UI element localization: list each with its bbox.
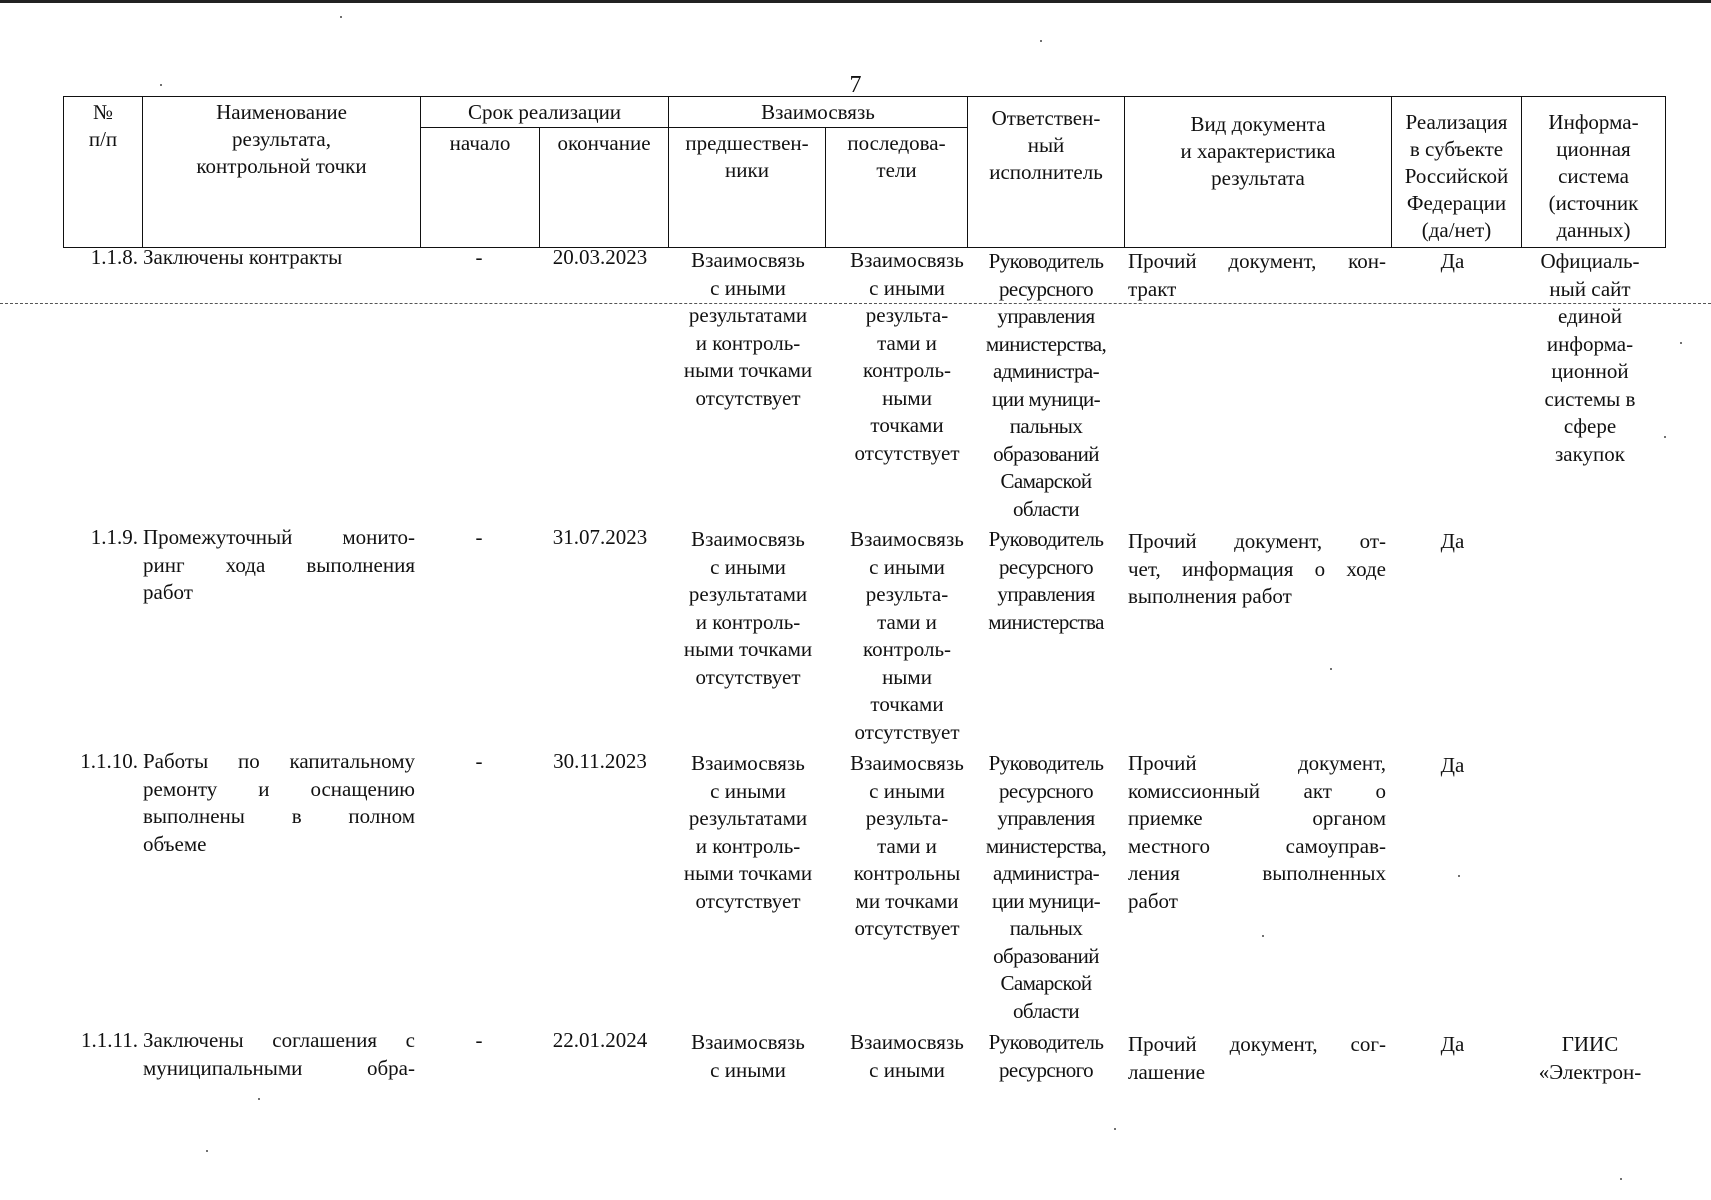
scan-speck xyxy=(206,1150,208,1152)
header-term-end: окончание xyxy=(539,127,669,248)
responsible: Руководитель ресурсного управления министерства xyxy=(988,527,1104,634)
header-realization: Реализация в субъекте Российской Федерации (да/нет) xyxy=(1391,96,1522,248)
predecessors: Взаимосвязь с иными результатами и контроль- ными точками отсутствует xyxy=(683,751,813,913)
predecessors: Взаимосвязь с иными результатами и контроль- ными точками отсутствует xyxy=(683,248,813,410)
scan-speck xyxy=(1330,668,1332,670)
row-number: 1.1.8. xyxy=(90,245,138,269)
document-type: Прочий документ, кон- тракт xyxy=(1128,249,1386,301)
header-link-succ: последова- тели xyxy=(825,127,968,248)
term-start: - xyxy=(475,525,483,549)
document-type: Прочий документ, от- чет, информация о ходе выполнения работ xyxy=(1128,529,1386,608)
predecessors: Взаимосвязь с иными результатами и контроль- ными точками отсутствует xyxy=(683,527,813,689)
scan-speck xyxy=(258,1098,260,1100)
header-name: Наименование результата, контрольной точки xyxy=(142,96,421,248)
successors: Взаимосвязь с иными результа- тами и контрольны ми точками отсутствует xyxy=(850,751,964,940)
row-number: 1.1.9. xyxy=(90,525,138,549)
header-num: № п/п xyxy=(63,96,143,248)
term-end: 22.01.2024 xyxy=(552,1028,648,1052)
successors: Взаимосвязь с иными результа- тами и контроль- ными точками отсутствует xyxy=(850,248,964,465)
header-link-group: Взаимосвязь xyxy=(668,96,968,128)
document-type: Прочий документ, сог- лашение xyxy=(1128,1032,1386,1084)
successors: Взаимосвязь с иными результа- тами и контроль- ными точками отсутствует xyxy=(850,527,964,744)
scan-speck xyxy=(1114,1128,1116,1130)
responsible: Руководитель ресурсного управления министерства, администра- ции муници- пальных образований Самарской области xyxy=(985,751,1107,1023)
scan-speck xyxy=(1680,342,1682,344)
row-number: 1.1.11. xyxy=(81,1028,138,1052)
term-end: 30.11.2023 xyxy=(553,749,647,773)
scan-speck xyxy=(1458,875,1460,877)
result-name: Заключены соглашения с муниципальными обра- xyxy=(143,1028,415,1080)
document-type: Прочий документ, комиссионный акт о приемке органом местного самоуправ- ления выполненных работ xyxy=(1128,751,1386,913)
header-term-group: Срок реализации xyxy=(420,96,669,128)
scan-edge xyxy=(0,0,1711,3)
term-start: - xyxy=(475,749,483,773)
result-name: Работы по капитальному ремонту и оснащению выполнены в полном объеме xyxy=(143,749,415,856)
responsible: Руководитель ресурсного управления министерства, администра- ции муници- пальных образований Самарской области xyxy=(985,249,1107,521)
result-name: Заключены контракты xyxy=(143,245,343,269)
term-end: 31.07.2023 xyxy=(552,525,648,549)
realization-flag: Да xyxy=(1440,249,1465,273)
responsible: Руководитель ресурсного xyxy=(988,1030,1104,1082)
page-number: 7 xyxy=(849,72,862,98)
realization-flag: Да xyxy=(1440,529,1465,553)
header-responsible: Ответствен- ный исполнитель xyxy=(967,96,1125,248)
successors: Взаимосвязь с иными xyxy=(850,1030,964,1082)
scan-speck xyxy=(1620,1178,1622,1180)
predecessors: Взаимосвязь с иными xyxy=(691,1030,805,1082)
realization-flag: Да xyxy=(1440,753,1465,777)
scan-speck xyxy=(1664,436,1666,438)
scan-speck xyxy=(160,84,162,86)
scan-speck xyxy=(340,16,342,18)
header-info-system: Информа- ционная система (источник данных) xyxy=(1521,96,1666,248)
table-header xyxy=(63,96,1666,248)
info-system: ГИИС «Электрон- xyxy=(1538,1032,1642,1084)
realization-flag: Да xyxy=(1440,1032,1465,1056)
scan-speck xyxy=(1040,40,1042,42)
header-link-pred: предшествен- ники xyxy=(668,127,826,248)
scan-speck xyxy=(1262,935,1264,937)
term-start: - xyxy=(475,1028,483,1052)
row-number: 1.1.10. xyxy=(80,749,138,773)
term-start: - xyxy=(475,245,483,269)
info-system: Официаль- ный сайт единой информа- ционной системы в сфере закупок xyxy=(1540,249,1640,466)
term-end: 20.03.2023 xyxy=(552,245,648,269)
result-name: Промежуточный монито- ринг хода выполнения работ xyxy=(143,525,415,604)
header-doc-type: Вид документа и характеристика результата xyxy=(1124,96,1392,248)
header-term-start: начало xyxy=(420,127,540,248)
